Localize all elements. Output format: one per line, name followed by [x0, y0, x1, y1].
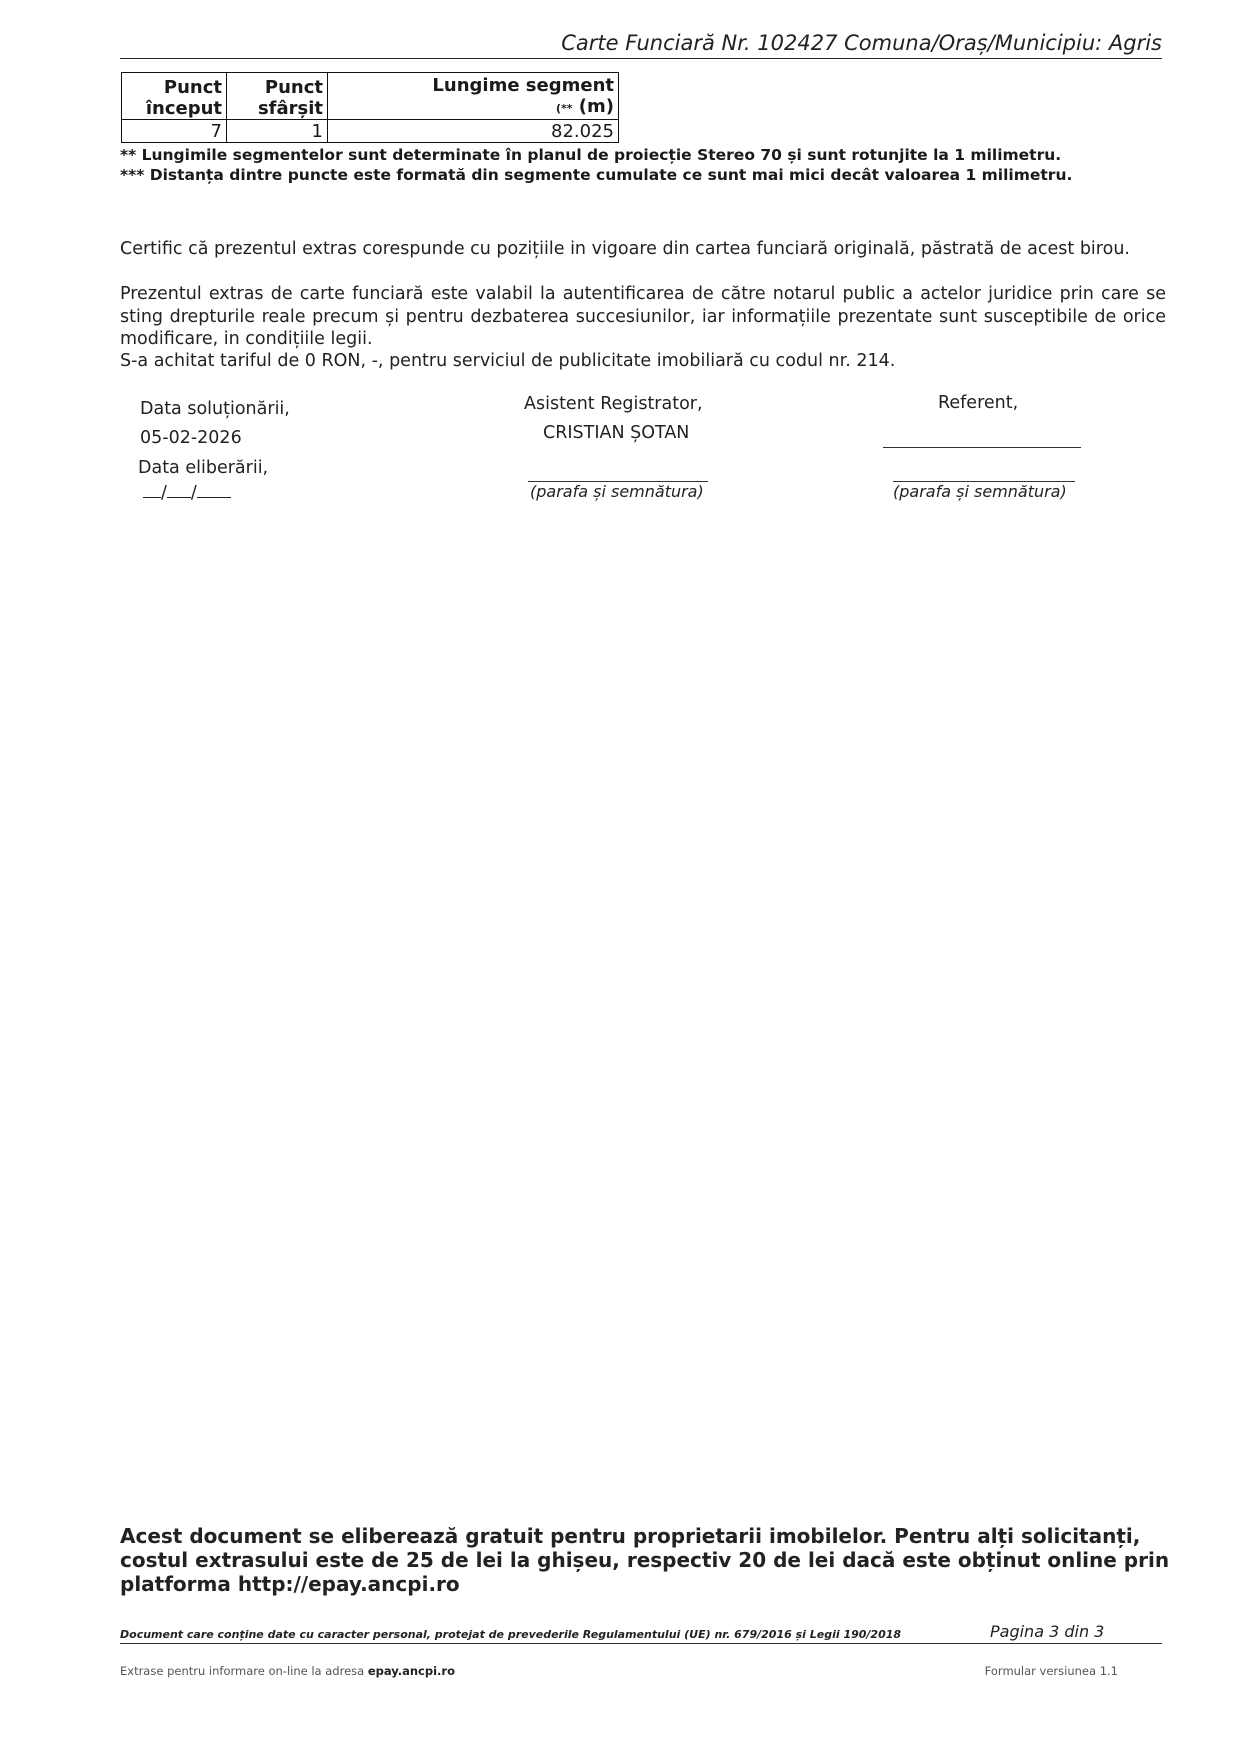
table-row	[122, 120, 619, 143]
row-start-point: 7	[122, 120, 227, 143]
footer-divider	[120, 1643, 1162, 1644]
header-segment-length	[328, 73, 619, 120]
online-extract-info	[120, 1664, 455, 1678]
online-extract-site: epay.ancpi.ro	[367, 1664, 455, 1678]
solution-date-value: 05-02-2026	[140, 428, 242, 448]
header-start-line1: Punct	[163, 77, 222, 98]
note-point-distance: *** Distanța dintre puncte este formată din segmente cumulate ce sunt mai mici decât valoarea 1 milimetru.	[120, 166, 1073, 184]
form-version: Formular versiunea 1.1	[984, 1664, 1118, 1678]
assistant-registrar-name: CRISTIAN ȘOTAN	[543, 423, 690, 443]
referent-parafa-caption: (parafa și semnătura)	[893, 482, 1067, 501]
header-end-line1: Punct	[264, 77, 323, 98]
validity-paragraph: Prezentul extras de carte funciară este valabil la autentificarea de către notarul public a actelor juridice prin care se sting drepturile reale precum și pentru dezbaterea succesiunilor, iar informațiile prezentate sunt susceptibile de orice modificare, in condițiile legii.	[120, 284, 1166, 349]
referent-line	[883, 447, 1081, 448]
row-end-point: 1	[227, 120, 328, 143]
assistant-parafa-caption: (parafa și semnătura)	[530, 482, 704, 501]
header-start-line2: început	[145, 98, 222, 119]
segment-table	[121, 72, 619, 143]
page-number: Pagina 3 din 3	[990, 1622, 1105, 1641]
header-length-unit-marker: (**	[555, 102, 573, 115]
header-start-point	[122, 73, 227, 120]
header-end-point	[227, 73, 328, 120]
release-date-blank	[143, 483, 231, 503]
release-date-sep2: /	[190, 483, 197, 503]
referent-label: Referent,	[938, 393, 1019, 413]
note-segment-lengths: ** Lungimile segmentelor sunt determinate în planul de proiecție Stereo 70 și sunt rotunjite la 1 milimetru.	[120, 146, 1062, 164]
certification-paragraph: Certific că prezentul extras corespunde cu pozițiile in vigoare din cartea funciară originală, păstrată de acest birou.	[120, 239, 1130, 259]
header-length-label: Lungime segment	[432, 75, 614, 96]
document-header-title: Carte Funciară Nr. 102427 Comuna/Oraș/Municipiu: Agris	[561, 31, 1162, 55]
release-date-sep1: /	[161, 483, 167, 503]
segment-table-header-row	[122, 73, 619, 120]
fee-notice: Acest document se eliberează gratuit pentru proprietarii imobilelor. Pentru alți solicitanți, costul extrasului este de 25 de lei la ghișeu, respectiv 20 de lei dacă este obținut online prin platforma http://epay.ancpi.ro	[120, 1524, 1170, 1596]
header-length-unit: (m)	[578, 96, 614, 117]
solution-date-label: Data soluționării,	[140, 399, 290, 419]
header-divider	[120, 58, 1162, 59]
online-extract-prefix: Extrase pentru informare on-line la adresa	[120, 1664, 368, 1678]
row-segment-length: 82.025	[328, 120, 619, 143]
personal-data-notice: Document care conține date cu caracter personal, protejat de prevederile Regulamentului (UE) nr. 679/2016 și Legii 190/2018	[120, 1628, 902, 1641]
assistant-registrar-label: Asistent Registrator,	[524, 394, 703, 414]
header-end-line2: sfârșit	[257, 98, 323, 119]
release-date-label: Data eliberării,	[138, 458, 269, 478]
tariff-paragraph: S-a achitat tariful de 0 RON, -, pentru serviciul de publicitate imobiliară cu codul nr. 214.	[120, 351, 896, 371]
